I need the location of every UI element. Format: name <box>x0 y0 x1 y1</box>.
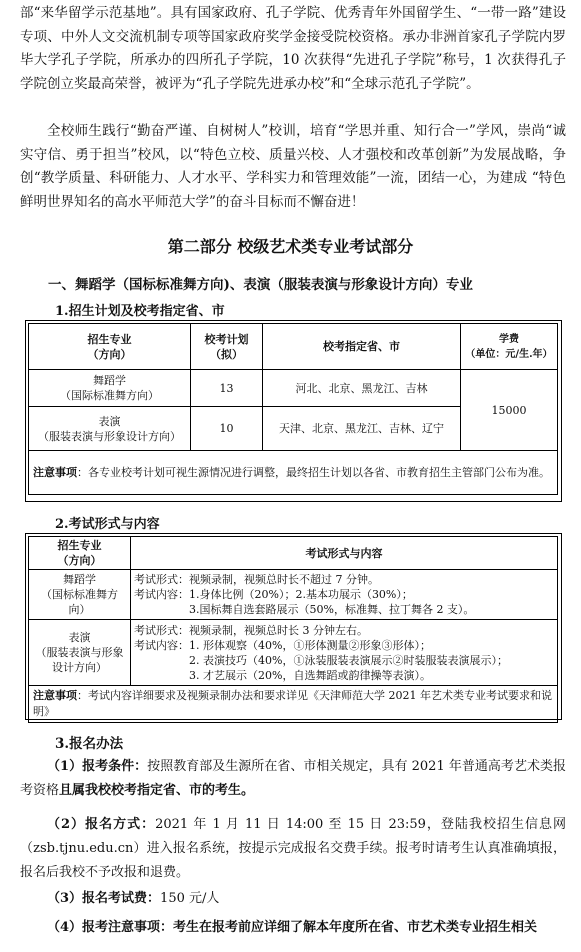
exam-content-line: 考试形式：视频录制，视频总时长 3 分钟左右。 <box>134 623 368 637</box>
exam-note-label: 注意事项 <box>33 689 77 702</box>
table-row <box>29 620 558 686</box>
item-text: 150 元/人 <box>160 891 220 906</box>
plan-header-provinces: 校考指定省、市 <box>263 324 461 370</box>
exam-content-line: 考试内容：1. 形体观察（40%，①形体测量②形象③形体）； <box>134 638 431 652</box>
exam-content-cell <box>131 620 558 686</box>
sub-title-registration: 3.报名办法 <box>55 736 124 752</box>
plan-fee-cell: 15000 <box>461 370 558 451</box>
exam-content-cell <box>131 570 558 620</box>
registration-item-4 <box>20 916 566 940</box>
exam-content-line: 考试内容：1.身体比例（20%）；2.基本功展示（30%）； <box>134 588 413 601</box>
item-text: 2021 年 1 月 11 日 14:00 至 15 日 23:59，登陆我校招生信息网（zsb.tjnu.edu.cn）进入报名系统，按提示完成报名交费手续。报考时请考生认真准确填报，报名后我校不予改报和退费。 <box>20 817 566 880</box>
exam-major-cell: 表演 （服装表演与形象 设计方向） <box>29 620 131 686</box>
plan-header-fee: 学费 （单位：元/生.年） <box>461 324 558 370</box>
exam-header-major: 招生专业 （方向） <box>29 537 131 570</box>
plan-count-cell: 13 <box>191 370 263 407</box>
plan-count-cell: 10 <box>191 407 263 451</box>
item-label: （4）报考注意事项： <box>47 920 174 935</box>
sub-title-plan: 1.招生计划及校考指定省、市 <box>55 304 225 319</box>
plan-provinces-cell: 河北、北京、黑龙江、吉林 <box>263 370 461 407</box>
plan-major-cell: 舞蹈学 （国际标准舞方向） <box>29 370 191 407</box>
section-title: 一、舞蹈学（国标标准舞方向)、表演（服装表演与形象设计方向）专业 <box>48 277 473 293</box>
part-title: 第二部分 校级艺术类专业考试部分 <box>167 237 414 256</box>
exam-content-line: 考试形式：视频录制，视频总时长不超过 7 分钟。 <box>134 573 379 586</box>
exam-note-text: ：考试内容详细要求及视频录制办法和要求详见《天津师范大学 2021 年艺术类专业考试要求和说明》 <box>33 689 552 718</box>
exam-content-line: 3. 才艺展示（20%，自选舞蹈或韵律操等表演）。 <box>134 668 431 682</box>
plan-note-label: 注意事项 <box>33 465 77 479</box>
registration-item-2 <box>20 813 566 885</box>
plan-note-text: ：各专业校考计划可视生源情况进行调整，最终招生计划以各省、市教育招生主管部门公布为准。 <box>77 465 550 479</box>
item-label: （3）报名考试费： <box>47 891 161 906</box>
item-text: 按照教育部及生源所在省、市相关规定，具有 2021 年普通高考艺术类报考资格 <box>20 759 566 798</box>
item-bold-text: 且属我校校考指定省、市的考生。 <box>59 783 255 798</box>
exam-content-line: 3.国标舞自选套路展示（50%，标准舞、拉丁舞各 2 支）。 <box>134 603 475 616</box>
item-label: （1）报考条件： <box>47 759 148 774</box>
item-label: （2）报名方式： <box>47 817 156 832</box>
table-row <box>29 370 558 407</box>
exam-content-line: 2. 表演技巧（40%，①泳装服装表演展示②时装服装表演展示）； <box>134 653 508 667</box>
exam-note <box>29 686 558 723</box>
sub-title-exam: 2.考试形式与内容 <box>55 517 160 532</box>
registration-item-3 <box>20 887 566 911</box>
exam-header-content: 考试形式与内容 <box>131 537 558 570</box>
plan-note <box>29 451 558 495</box>
plan-header-major: 招生专业 （方向） <box>29 324 191 370</box>
registration-item-1 <box>20 755 566 803</box>
item-bold-text: 考生在报考前应详细了解本年度所在省、市艺术类专业招生相关 <box>173 920 538 935</box>
exam-major-cell: 舞蹈学 （国标标准舞方 向） <box>29 570 131 620</box>
intro-paragraph-2: 全校师生践行“勤奋严谨、自树树人”校训，培育“学思并重、知行合一”学风，崇尚“诚实守信、勇于担当”校风，以“特色立校、质量兴校、人才强校和改革创新”为发展战略，争创“教学质量、科研能力、人才水平、学科实力和管理效能”一流，团结一心，为建成 “特色鲜明世界知名的高水平师范大学”的奋斗目标而不懈奋进！ <box>20 123 566 210</box>
intro-paragraph-1: 部“来华留学示范基地”。具有国家政府、孔子学院、优秀青年外国留学生、“一带一路”建设专项、中外人文交流机制专项等国家政府奖学金接受院校资格。承办非洲首家孔子学院内罗毕大学孔子学院，所承办的四所孔子学院，10 次获得“先进孔子学院”称号，1 次获得孔子学院创立奖最高荣誉，被评为“孔子学院先进承办校”和“全球示范孔子学院”。 <box>20 5 566 92</box>
table-row <box>29 570 558 620</box>
plan-provinces-cell: 天津、北京、黑龙江、吉林、辽宁 <box>263 407 461 451</box>
exam-table <box>28 536 558 723</box>
plan-major-cell: 表演 （服装表演与形象设计方向） <box>29 407 191 451</box>
plan-header-count: 校考计划 （拟） <box>191 324 263 370</box>
plan-table <box>28 323 558 495</box>
